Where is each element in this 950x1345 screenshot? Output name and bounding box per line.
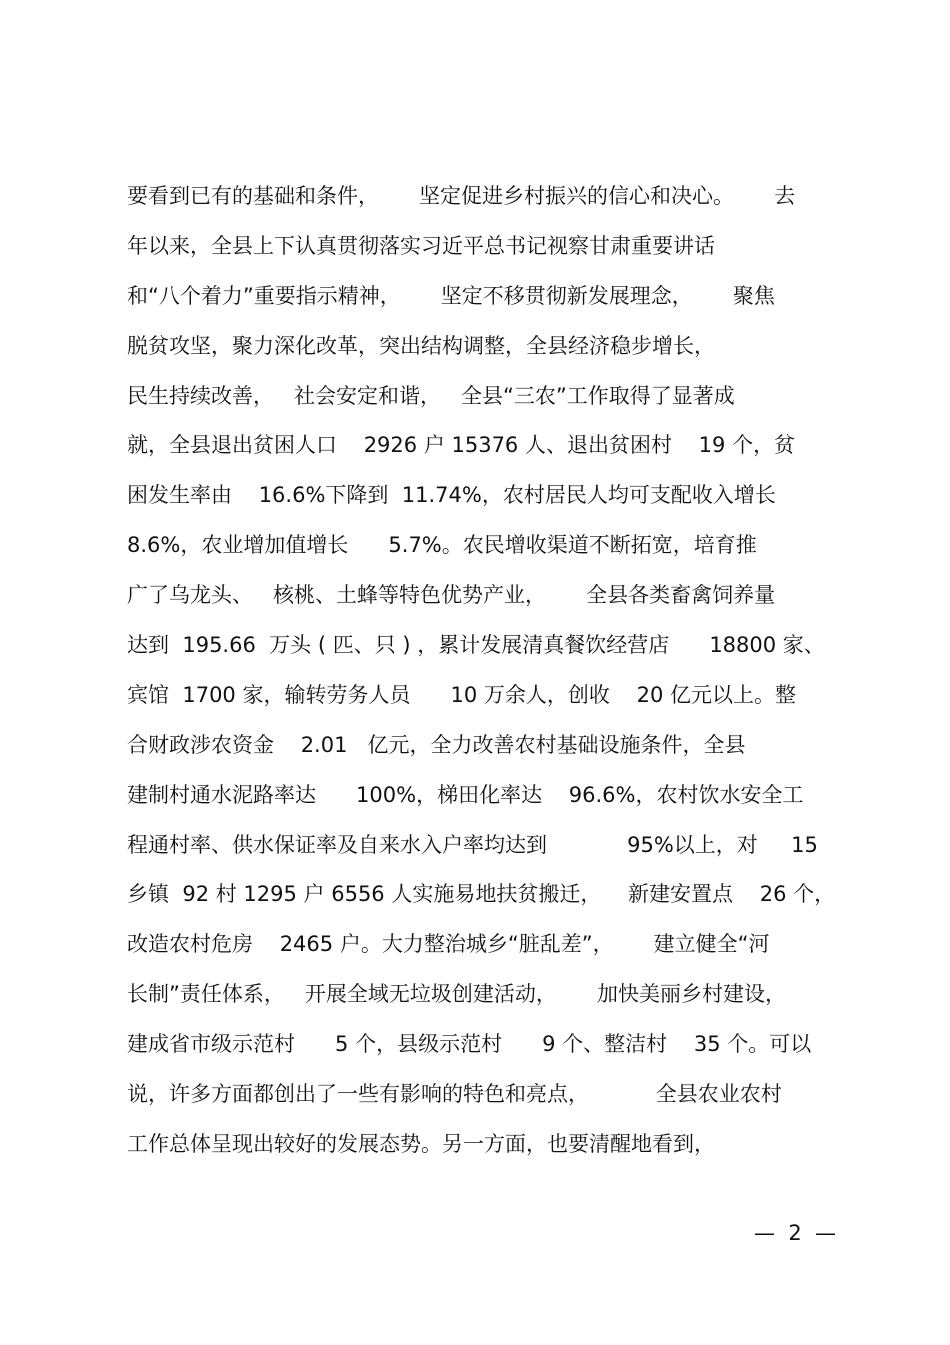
text-line: 改造农村危房 2465 户。大力整治城乡“脏乱差”， 建立健全“河 bbox=[127, 932, 770, 957]
text-line: 就，全县退出贫困人口 2926 户 15376 人、退出贫困村 19 个，贫 bbox=[127, 433, 796, 458]
text-line: 建制村通水泥路率达 100%，梯田化率达 96.6%，农村饮水安全工 bbox=[127, 782, 804, 807]
text-line: 年以来，全县上下认真贯彻落实习近平总书记视察甘肃重要讲话 bbox=[127, 233, 715, 258]
text-line: 达到 195.66 万头 ( 匹、只 ) ，累计发展清真餐饮经营店 18800 家、 bbox=[127, 633, 825, 658]
text-line: 建成省市级示范村 5 个，县级示范村 9 个、整洁村 35 个。可以 bbox=[127, 1032, 812, 1057]
text-line: 困发生率由 16.6%下降到 11.74%，农村居民人均可支配收入增长 bbox=[127, 483, 776, 508]
text-line: 宾馆 1700 家，输转劳务人员 10 万余人，创收 20 亿元以上。整 bbox=[127, 682, 797, 707]
text-line: 和“八个着力”重要指示精神， 坚定不移贯彻新发展理念， 聚焦 bbox=[127, 283, 775, 308]
text-line: 乡镇 92 村 1295 户 6556 人实施易地扶贫搬迁， 新建安置点 26 个， bbox=[127, 882, 836, 907]
text-line: 工作总体呈现出较好的发展态势。另一方面，也要清醒地看到， bbox=[127, 1131, 715, 1156]
text-line: 广了乌龙头、 核桃、土蜂等特色优势产业， 全县各类畜禽饲养量 bbox=[127, 583, 776, 608]
text-line: 要看到已有的基础和条件， 坚定促进乡村振兴的信心和决心。 去 bbox=[127, 184, 796, 208]
page-number: — 2 — bbox=[754, 1221, 837, 1245]
text-line: 说，许多方面都创出了一些有影响的特色和亮点， 全县农业农村 bbox=[127, 1082, 782, 1107]
text-line: 长制”责任体系， 开展全域无垃圾创建活动， 加快美丽乡村建设， bbox=[127, 982, 786, 1007]
text-line: 脱贫攻坚，聚力深化改革，突出结构调整，全县经济稳步增长， bbox=[127, 333, 715, 358]
text-line: 民生持续改善， 社会安定和谐， 全县“三农”工作取得了显著成 bbox=[127, 383, 735, 408]
text-line: 8.6%，农业增加值增长 5.7%。农民增收渠道不断拓宽，培育推 bbox=[127, 533, 757, 558]
text-line: 合财政涉农资金 2.01 亿元，全力改善农村基础设施条件，全县 bbox=[127, 732, 746, 757]
body-paragraph bbox=[127, 172, 836, 1170]
text-line: 程通村率、供水保证率及自来水入户率均达到 95%以上，对 15 bbox=[127, 832, 818, 857]
